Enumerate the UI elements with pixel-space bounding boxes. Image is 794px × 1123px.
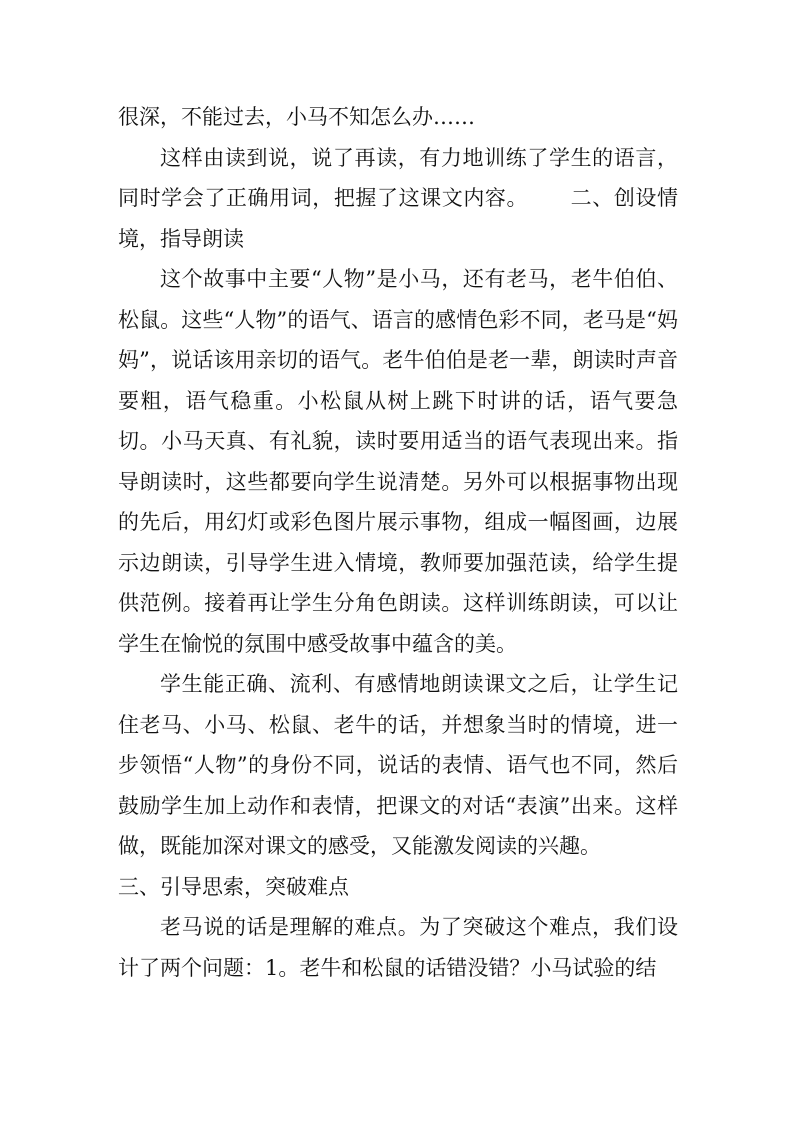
paragraph-reading-practice — [118, 138, 678, 260]
paragraph-continuation: 很深，不能过去，小马不知怎么办…… — [118, 105, 475, 129]
section-heading-three: 三、引导思索，突破难点 — [118, 874, 349, 899]
document-body — [118, 97, 678, 988]
paragraph-difficulty: 老马说的话是理解的难点。为了突破这个难点，我们设计了两个问题：1。老牛和松鼠的话错没错？小马试验的结 — [118, 915, 678, 980]
paragraph-characters: 这个故事中主要“人物”是小马，还有老马，老牛伯伯、松鼠。这些“人物”的语气、语言的感情色彩不同，老马是“妈妈”，说话该用亲切的语气。老牛伯伯是老一辈，朗读时声音要粗，语气稳重。小松鼠从树上跳下时讲的话，语气要急切。小马天真、有礼貌，读时要用适当的语气表现出来。指导朗读时，这些都要向学生说清楚。另外可以根据事物出现的先后，用幻灯或彩色图片展示事物，组成一幅图画，边展示边朗读，引导学生进入情境，教师要加强范读，给学生提供范例。接着再让学生分角色朗读。这样训练朗读，可以让学生在愉悦的氛围中感受故事中蕴含的美。 — [118, 267, 678, 656]
paragraph-performance: 学生能正确、流利、有感情地朗读课文之后，让学生记住老马、小马、松鼠、老牛的话，并想象当时的情境，进一步领悟“人物”的身份不同，说话的表情、语气也不同，然后鼓励学生加上动作和表情，把课文的对话“表演”出来。这样做，既能加深对课文的感受，又能激发阅读的兴趣。 — [118, 672, 678, 858]
section-heading-two: 二、创设情境，指导朗读 — [118, 186, 679, 251]
paragraph-text: 这样由读到说，说了再读，有力地训练了学生的语言，同时学会了正确用词，把握了这课文内容。 — [118, 145, 678, 210]
